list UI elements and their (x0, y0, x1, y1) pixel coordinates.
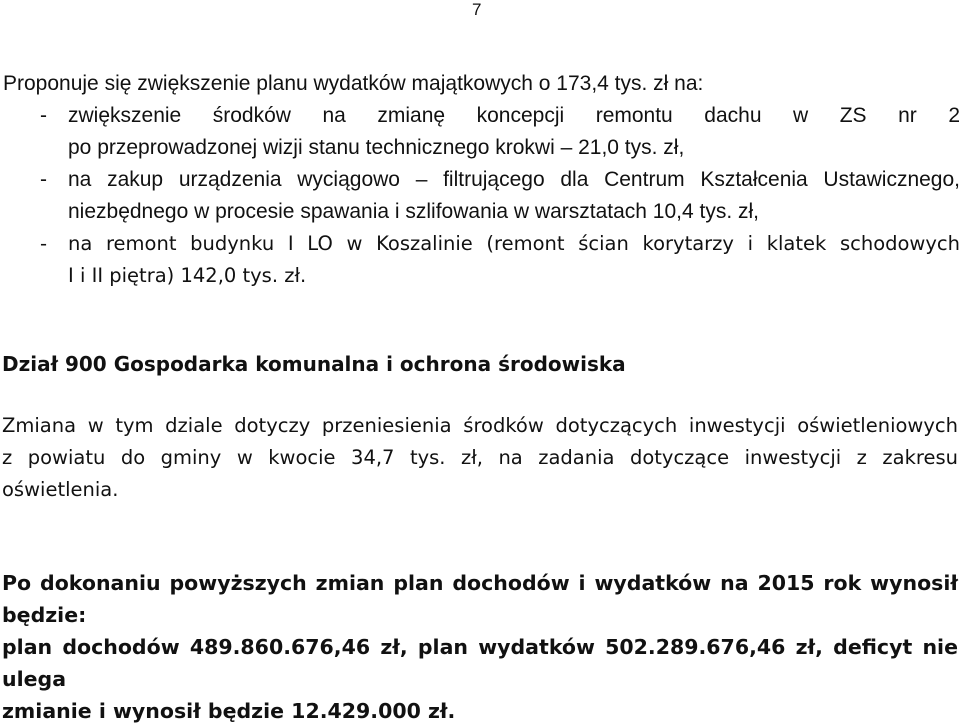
list-item-line: I i II piętra) 142,0 tys. zł. (68, 264, 307, 287)
summary-line: zmianie i wynosił będzie 12.429.000 zł. (2, 699, 456, 723)
list-dash: - (40, 232, 48, 255)
paragraph-line: z powiatu do gminy w kwocie 34,7 tys. zł, na zadania dotyczące inwestycji z zakresu (2, 446, 958, 469)
paragraph-line: oświetlenia. (2, 478, 119, 501)
section-heading: Dział 900 Gospodarka komunalna i ochrona środowiska (2, 352, 626, 376)
paragraph-line: Zmiana w tym dziale dotyczy przeniesienia środków dotyczących inwestycji oświetleniowych (2, 414, 958, 437)
list-item-line: po przeprowadzonej wizji stanu technicznego krokwi – 21,0 tys. zł, (68, 136, 685, 159)
summary-paragraph (2, 567, 958, 727)
list-item (40, 100, 960, 164)
intro-text: Proponuje się zwiększenie planu wydatków majątkowych o 173,4 tys. zł na: (3, 72, 704, 95)
list-item (40, 164, 960, 228)
page-number: 7 (472, 0, 482, 19)
list-item-line: na zakup urządzenia wyciągowo – filtrującego dla Centrum Kształcenia Ustawicznego, (68, 168, 960, 191)
list-item-line: niezbędnego w procesie spawania i szlifowania w warsztatach 10,4 tys. zł, (68, 200, 760, 223)
list-dash: - (40, 104, 47, 127)
list-dash: - (40, 168, 47, 191)
list-item-line: zwiększenie środków na zmianę koncepcji remontu dachu w ZS nr 2 (68, 104, 960, 127)
summary-line: plan dochodów 489.860.676,46 zł, plan wydatków 502.289.676,46 zł, deficyt nie ulega (2, 635, 958, 691)
list-item-line: na remont budynku I LO w Koszalinie (remont ścian korytarzy i klatek schodowych (68, 232, 960, 255)
list-item (40, 228, 960, 292)
section-paragraph (2, 410, 958, 506)
summary-line: Po dokonaniu powyższych zmian plan dochodów i wydatków na 2015 rok wynosił będzie: (2, 571, 958, 627)
